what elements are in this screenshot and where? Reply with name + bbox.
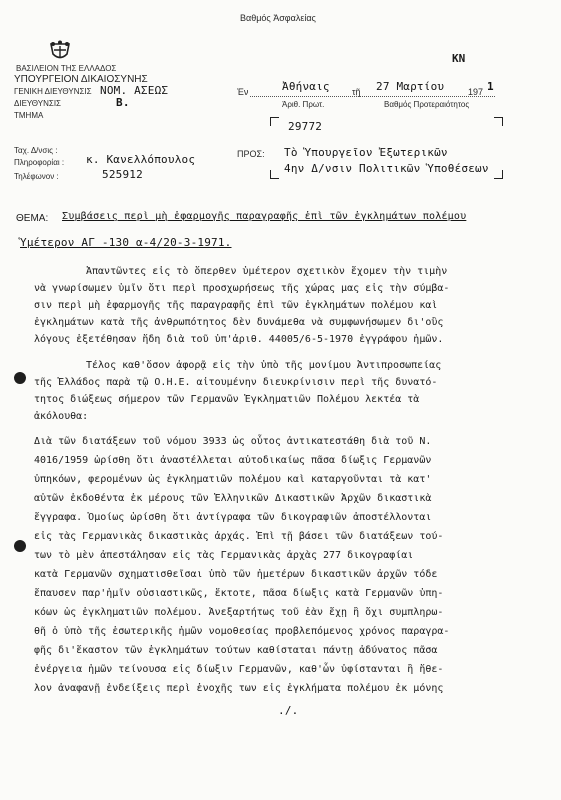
postal-address-label: Ταχ. Δ/νσις : [14, 146, 58, 155]
body-line: φῆς δι'ἕκαστον τῶν ἐγκλημάτων τούτων καθίσταται πάντῃ ἀδύνατος πᾶσα [34, 645, 438, 656]
date-underline [250, 96, 495, 97]
protocol-label: Ἀριθ. Πρωτ. [282, 100, 325, 109]
body-line: ἔπαυσεν παρ'ἡμῖν οὐσιαστικῶς, ἔκτοτε, πᾶσα δίωξις κατὰ Γερμανῶν ὑπη- [34, 588, 444, 599]
dating-city: Ἀθήναις [282, 80, 330, 93]
body-line: λον ἀναφανῇ ἐνδείξεις περὶ ἐνοχῆς των εἰς ἐγκλήματα πολέμου ἐκ μόνης [34, 683, 444, 694]
dating-en: Ἐν [237, 87, 249, 97]
body-line: ἐνέργεια ἡμῶν τείνουσα εἰς δίωξιν Γερμανῶν, καθ'ὧν ὑφίστανται ἢ ἤθε- [34, 664, 444, 675]
continuation-mark: ./. [278, 704, 299, 717]
dating-year-prefix: 197 [468, 87, 484, 97]
subject-label: ΘΕΜΑ: [16, 213, 49, 224]
body-line: ὑπηκόων, φερομένων ὡς ἐγκληματιῶν πολέμου καὶ καταργοῦνται τὰ κατ' [34, 474, 432, 485]
body-line: κόων ὡς ἐγκληματιῶν πολέμου. Ἀνεξαρτήτως τοῦ ἐὰν ἔχῃ ἢ ὄχι συμπληρω- [34, 607, 444, 618]
body-line: εἰς τὰς Γερμανικὰς δικαστικὰς ἀρχάς. Ἐπὶ τῇ βάσει τῶν διατάξεων τού- [34, 531, 444, 542]
body-line: λόγους ἐξετέθησαν ἤδη διὰ τοῦ ὑπ'ἀριθ. 44005/6-5-1970 ἐγγράφου ἡμῶν. [34, 334, 444, 345]
body-line: τητος διώξεως σήμερον τῶν Γερμανῶν Ἐγκληματιῶν Πολέμου λεκτέα τὰ [34, 394, 420, 405]
recipient-bracket-bottom-left [270, 170, 279, 179]
punch-hole-top [14, 372, 26, 384]
body-line: θῆ ὁ ὑπὸ τῆς ἐσωτερικῆς ἡμῶν νομοθεσίας προβλεπόμενος χρόνος παραγρα- [34, 626, 450, 637]
corner-mark: ΚΝ [452, 52, 466, 65]
body-line: αὐτῶν ἐκδοθέντα ἐκ μέρους τῶν Ἑλληνικῶν Δικαστικῶν Ἀρχῶν δικαστικὰ [34, 493, 432, 504]
body-line: 4016/1959 ὡρίσθη ὅτι ἀναστέλλεται αὐτοδικαίως πᾶσα δίωξις Γερμανῶν [34, 455, 432, 466]
directorate-label: ΔΙΕΥΘΥΝΣΙΣ [14, 99, 61, 108]
protocol-bracket-top [270, 117, 279, 126]
body-line: Ἀπαντῶντες εἰς τὸ ὅπερθεν ὑμέτερον σχετικὸν ἔχομεν τὴν τιμὴν [86, 266, 448, 277]
general-directorate-value: ΝΟΜ. ΑΣΕΩΣ [100, 84, 169, 97]
info-label: Πληροφορίαι : [14, 158, 65, 167]
recipient-bracket-bottom-right [494, 170, 503, 179]
coat-of-arms-emblem [47, 40, 73, 66]
body-line: Τέλος καθ'ὅσον ἀφορᾷ εἰς τὴν ὑπὸ τῆς μονίμου Ἀντιπροσωπείας [86, 360, 442, 371]
protocol-number: 29772 [288, 120, 323, 133]
body-line: τῆς Ἑλλάδος παρὰ τῷ Ο.Η.Ε. αἰτουμένην διευκρίνισιν περὶ τῆς δυνατό- [34, 377, 438, 388]
subject-line-2: Ὑμέτερον ΑΓ -130 α-4/20-3-1971. [20, 236, 232, 249]
letterhead-state: ΒΑΣΙΛΕΙΟΝ ΤΗΣ ΕΛΛΑΔΟΣ [16, 64, 117, 73]
dating-year-suffix: 1 [487, 80, 494, 93]
letterhead-ministry: ΥΠΟΥΡΓΕΙΟΝ ΔΙΚΑΙΟΣΥΝΗΣ [14, 74, 148, 85]
section-label: ΤΜΗΜΑ [14, 111, 44, 120]
dating-ti: τῇ [352, 87, 361, 97]
punch-hole-bottom [14, 540, 26, 552]
dating-date: 27 Μαρτίου [376, 80, 445, 93]
body-line: των τὸ μὲν ἀπεστάλησαν εἰς τὰς Γερμανικὰς ἀρχὰς 277 δικογραφίαι [34, 550, 414, 561]
subject-line-1: Συμβάσεις περὶ μὴ ἐφαρμογῆς παραγραφῆς ἐπὶ τῶν ἐγκλημάτων πολέμου [62, 211, 467, 222]
directorate-value: Β. [116, 96, 130, 109]
security-grade-label: Βαθμός Ἀσφαλείας [240, 13, 316, 23]
body-line: ἔγγραφα. Ὁμοίως ὡρίσθη ὅτι ἀντίγραφα τῶν δικογραφιῶν ἀποστέλλονται [34, 512, 432, 523]
recipient-label: ΠΡΟΣ: [237, 149, 265, 159]
info-value: κ. Κανελλόπουλος [86, 153, 196, 166]
recipient-line-2: 4ην Δ/νσιν Πολιτικῶν Ὑποθέσεων [284, 162, 489, 175]
body-line: Διὰ τῶν διατάξεων τοῦ νόμου 3933 ὡς οὗτος ἀντικατεστάθη διὰ τοῦ Ν. [34, 436, 432, 447]
phone-value: 525912 [102, 168, 143, 181]
general-directorate-label: ΓΕΝΙΚΗ ΔΙΕΥΘΥΝΣΙΣ [14, 87, 92, 96]
body-line: ἐγκλημάτων κατὰ τῆς ἀνθρωπότητος δὲν δυνάμεθα νὰ συμφωνήσωμεν δι'οὓς [34, 317, 444, 328]
phone-label: Τηλέφωνον : [14, 172, 59, 181]
recipient-line-1: Τὸ Ὑπουργεῖον Ἐξωτερικῶν [284, 146, 448, 159]
protocol-bracket-top-right [494, 117, 503, 126]
priority-label: Βαθμός Προτεραιότητος [384, 100, 470, 109]
body-line: σιν περὶ μὴ ἐφαρμογῆς τῆς παραγραφῆς ἐπὶ τῶν ἐγκλημάτων πολέμου καὶ [34, 300, 438, 311]
body-line: ἀκόλουθα: [34, 411, 89, 422]
body-line: κατὰ Γερμανῶν σχηματισθεῖσαι ὑπὸ τῶν ἡμετέρων δικαστικῶν ἀρχῶν τόδε [34, 569, 438, 580]
body-line: νὰ γνωρίσωμεν ὑμῖν ὅτι περὶ προσχωρήσεως τῆς χώρας μας εἰς τὴν σύμβα- [34, 283, 450, 294]
